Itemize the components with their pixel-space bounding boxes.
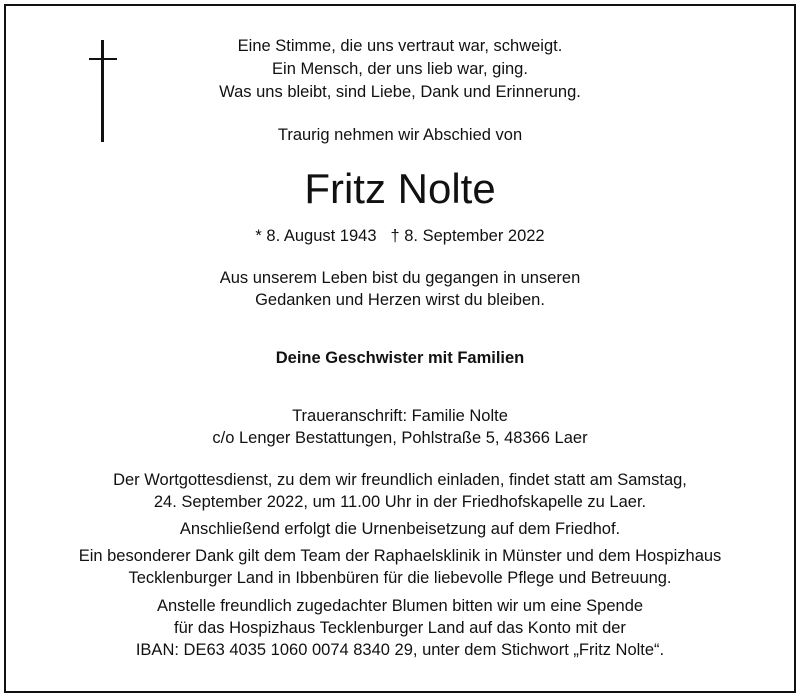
- birth-date: * 8. August 1943: [255, 227, 377, 245]
- death-date: † 8. September 2022: [390, 227, 545, 245]
- service-line-2: 24. September 2022, um 11.00 Uhr in der Friedhofskapelle zu Laer.: [153, 493, 647, 511]
- service-line-1: Der Wortgottesdienst, zu dem wir freundlich einladen, findet statt am Samstag,: [113, 471, 687, 489]
- donation-line-3: IBAN: DE63 4035 1060 0074 8340 29, unter dem Stichwort „Fritz Nolte“.: [135, 641, 665, 659]
- deceased-name: Fritz Nolte: [304, 165, 496, 212]
- burial-notice: Anschließend erfolgt die Urnenbeisetzung auf dem Friedhof.: [179, 520, 621, 538]
- poem-line-2: Ein Mensch, der uns lieb war, ging.: [272, 60, 528, 78]
- address-line-2: c/o Lenger Bestattungen, Pohlstraße 5, 48366 Laer: [212, 429, 588, 447]
- verse-line-1: Aus unserem Leben bist du gegangen in unseren: [219, 269, 581, 287]
- donation-line-2: für das Hospizhaus Tecklenburger Land auf das Konto mit der: [174, 619, 626, 637]
- address-line-1: Traueranschrift: Familie Nolte: [292, 407, 508, 425]
- life-dates: [0, 225, 800, 247]
- farewell-intro: Traurig nehmen wir Abschied von: [277, 126, 523, 144]
- thanks-line-1: Ein besonderer Dank gilt dem Team der Raphaelsklinik in Münster und dem Hospizhaus: [78, 547, 722, 565]
- donation-line-1: Anstelle freundlich zugedachter Blumen bitten wir um eine Spende: [156, 597, 644, 615]
- mourners-signature: Deine Geschwister mit Familien: [275, 349, 525, 367]
- verse-line-2: Gedanken und Herzen wirst du bleiben.: [255, 291, 545, 309]
- thanks-line-2: Tecklenburger Land in Ibbenbüren für die liebevolle Pflege und Betreuung.: [128, 569, 672, 587]
- poem-line-1: Eine Stimme, die uns vertraut war, schweigt.: [237, 37, 563, 55]
- poem-line-3: Was uns bleibt, sind Liebe, Dank und Erinnerung.: [219, 83, 581, 101]
